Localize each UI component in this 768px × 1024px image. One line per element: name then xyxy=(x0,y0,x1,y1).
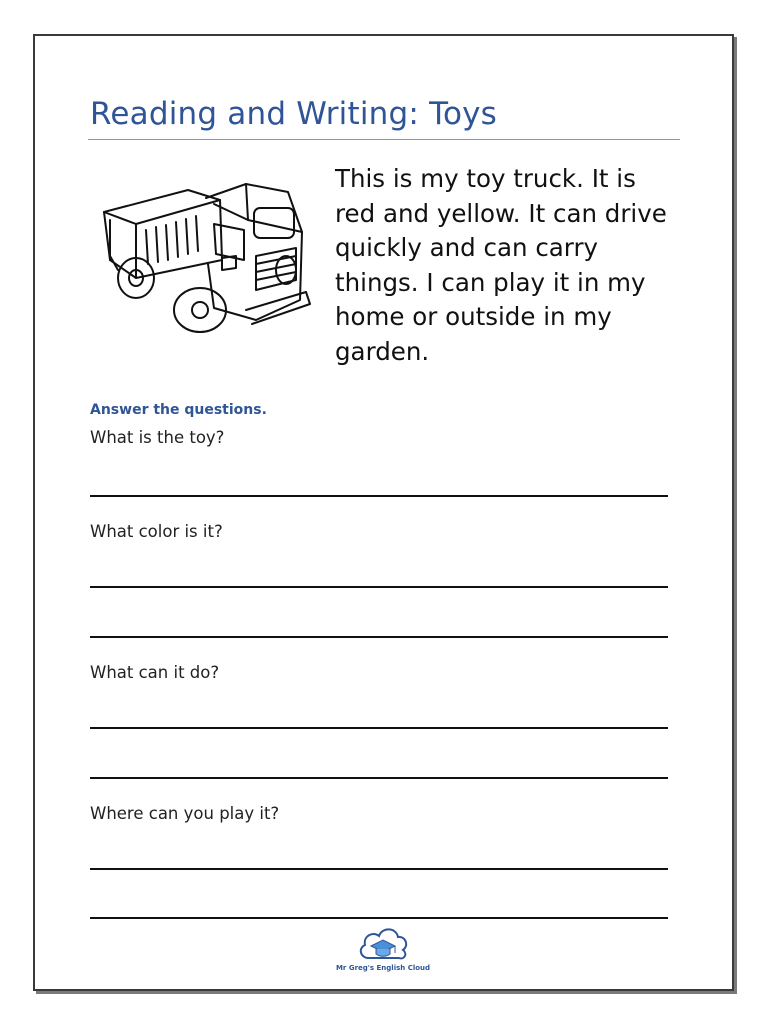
question-2: What color is it? xyxy=(90,522,223,541)
toy-truck-icon xyxy=(96,160,326,350)
question-4: Where can you play it? xyxy=(90,804,280,823)
answer-line-3a[interactable] xyxy=(90,727,668,729)
footer-logo xyxy=(330,922,436,978)
answer-line-4b[interactable] xyxy=(90,917,668,919)
answer-line-1a[interactable] xyxy=(90,495,668,497)
title-divider xyxy=(88,139,680,140)
answer-line-2a[interactable] xyxy=(90,586,668,588)
answer-line-3b[interactable] xyxy=(90,777,668,779)
question-1: What is the toy? xyxy=(90,428,225,447)
cloud-graduation-cap-icon xyxy=(355,922,411,964)
answer-line-4a[interactable] xyxy=(90,868,668,870)
instructions-heading: Answer the questions. xyxy=(90,402,267,418)
footer-logo-text: Mr Greg's English Cloud xyxy=(335,964,431,972)
question-3: What can it do? xyxy=(90,663,220,682)
reading-passage: This is my toy truck. It is red and yellow. It can drive quickly and can carry things. I can play it in my home or outside in my garden. xyxy=(335,164,667,366)
answer-line-2b[interactable] xyxy=(90,636,668,638)
page-title: Reading and Writing: Toys xyxy=(90,96,498,132)
